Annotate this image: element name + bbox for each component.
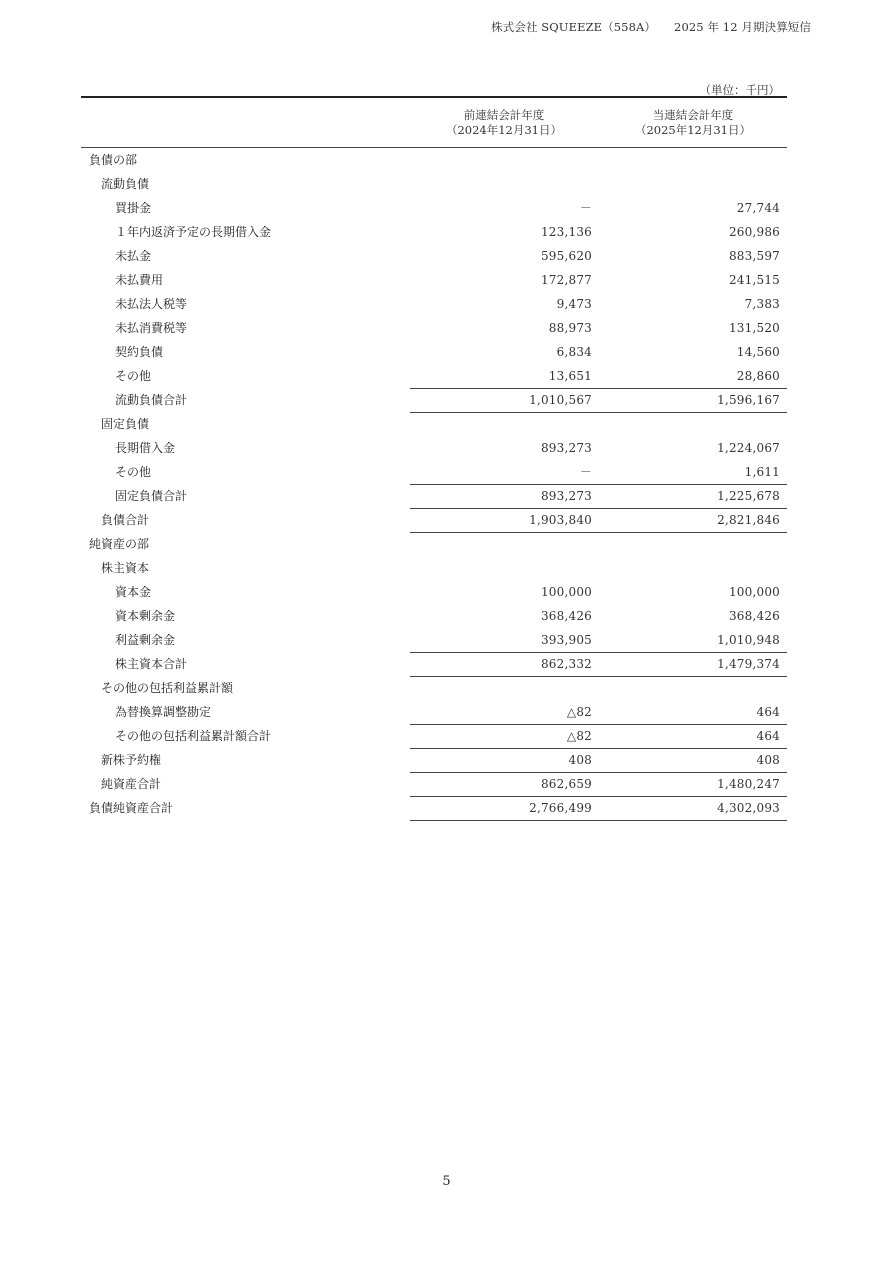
table-row (81, 556, 787, 580)
value-curr-year: 2,821,846 (717, 513, 780, 527)
table-row-total (81, 484, 787, 508)
total-rule-top (410, 652, 787, 653)
column-header-prev (410, 108, 598, 138)
row-label: 為替換算調整勘定 (115, 705, 212, 719)
table-row (81, 268, 787, 292)
row-label: 未払金 (115, 249, 152, 263)
row-label: 負債純資産合計 (89, 801, 174, 815)
value-prev-year: 9,473 (556, 297, 592, 311)
table-body (81, 148, 787, 820)
value-curr-year: 1,225,678 (717, 489, 780, 503)
column-title: 前連結会計年度 (463, 108, 545, 122)
row-label: 純資産の部 (89, 537, 150, 551)
column-header-curr (599, 108, 787, 138)
table-row-total (81, 748, 787, 772)
value-curr-year: 4,302,093 (717, 801, 780, 815)
table-row (81, 628, 787, 652)
column-date: （2024年12月31日） (445, 123, 563, 137)
value-prev-year: 100,000 (540, 585, 592, 599)
value-prev-year: 1,903,840 (529, 513, 592, 527)
table-row (81, 316, 787, 340)
total-rule-top (410, 748, 787, 749)
row-label: 固定負債 (101, 417, 150, 431)
value-prev-year: 6,834 (556, 345, 592, 359)
table-row-total (81, 796, 787, 820)
table-row (81, 148, 787, 172)
total-rule-top (410, 484, 787, 485)
value-prev-year: 393,905 (540, 633, 592, 647)
page-header (491, 19, 811, 35)
value-prev-year: 408 (568, 753, 592, 767)
column-title: 当連結会計年度 (652, 108, 734, 122)
table-row (81, 220, 787, 244)
value-prev-year: △82 (566, 705, 592, 719)
value-prev-year: 595,620 (540, 249, 592, 263)
value-curr-year: 1,480,247 (717, 777, 780, 791)
value-curr-year: 368,426 (728, 609, 780, 623)
total-rule-top (410, 772, 787, 773)
row-label: 資本金 (115, 585, 152, 599)
value-prev-year: 368,426 (540, 609, 592, 623)
value-prev-year: － (579, 465, 592, 479)
value-prev-year: 88,973 (548, 321, 592, 335)
value-curr-year: 1,611 (744, 465, 780, 479)
row-label: 契約負債 (115, 345, 164, 359)
row-label: 未払消費税等 (115, 321, 188, 335)
row-label: 未払費用 (115, 273, 164, 287)
table-header (81, 98, 787, 148)
table-row (81, 244, 787, 268)
value-prev-year: － (579, 201, 592, 215)
row-label: 固定負債合計 (115, 489, 188, 503)
table-row-total (81, 724, 787, 748)
row-label: 負債合計 (101, 513, 150, 527)
table-row (81, 700, 787, 724)
row-label: 資本剰余金 (115, 609, 176, 623)
total-rule-top (410, 796, 787, 797)
table-row-total (81, 772, 787, 796)
value-curr-year: 131,520 (728, 321, 780, 335)
value-curr-year: 1,224,067 (717, 441, 780, 455)
value-prev-year: △82 (566, 729, 592, 743)
table-row (81, 580, 787, 604)
value-prev-year: 862,659 (540, 777, 592, 791)
row-label: その他の包括利益累計額 (101, 681, 234, 695)
total-rule-bottom (410, 820, 787, 821)
table-row (81, 196, 787, 220)
value-prev-year: 893,273 (540, 441, 592, 455)
row-label: 流動負債 (101, 177, 150, 191)
table-row (81, 532, 787, 556)
table-row (81, 436, 787, 460)
row-label: 未払法人税等 (115, 297, 188, 311)
row-label: その他 (115, 369, 152, 383)
value-curr-year: 27,744 (736, 201, 780, 215)
row-label: その他 (115, 465, 152, 479)
total-rule-top (410, 508, 787, 509)
page-number: 5 (442, 1174, 451, 1189)
value-curr-year: 408 (756, 753, 780, 767)
table-row (81, 172, 787, 196)
value-curr-year: 100,000 (728, 585, 780, 599)
row-label: 流動負債合計 (115, 393, 188, 407)
table-row (81, 460, 787, 484)
value-curr-year: 1,596,167 (717, 393, 780, 407)
row-label: その他の包括利益累計額合計 (115, 729, 272, 743)
value-curr-year: 241,515 (728, 273, 780, 287)
value-curr-year: 1,479,374 (717, 657, 780, 671)
company-name: 株式会社 SQUEEZE（558A） (491, 20, 657, 34)
table-row (81, 676, 787, 700)
table-row (81, 340, 787, 364)
row-label: 純資産合計 (101, 777, 162, 791)
table-row (81, 364, 787, 388)
row-label: 長期借入金 (115, 441, 176, 455)
balance-sheet-table (81, 96, 787, 820)
value-curr-year: 14,560 (736, 345, 780, 359)
total-rule-top (410, 724, 787, 725)
value-curr-year: 1,010,948 (717, 633, 780, 647)
value-prev-year: 1,010,567 (529, 393, 592, 407)
value-prev-year: 862,332 (540, 657, 592, 671)
value-curr-year: 28,860 (736, 369, 780, 383)
row-label: 株主資本 (101, 561, 150, 575)
value-prev-year: 893,273 (540, 489, 592, 503)
table-row (81, 412, 787, 436)
table-row-total (81, 652, 787, 676)
total-rule-top (410, 388, 787, 389)
value-curr-year: 883,597 (728, 249, 780, 263)
value-curr-year: 464 (756, 705, 780, 719)
row-label: 株主資本合計 (115, 657, 188, 671)
column-date: （2025年12月31日） (634, 123, 752, 137)
table-row-total (81, 388, 787, 412)
row-label: 負債の部 (89, 153, 138, 167)
unit-label: （単位：千円） (699, 83, 780, 97)
table-row-total (81, 508, 787, 532)
value-prev-year: 123,136 (540, 225, 592, 239)
value-curr-year: 260,986 (728, 225, 780, 239)
row-label: １年内返済予定の長期借入金 (115, 225, 272, 239)
row-label: 利益剰余金 (115, 633, 176, 647)
table-row (81, 604, 787, 628)
value-prev-year: 13,651 (548, 369, 592, 383)
value-curr-year: 464 (756, 729, 780, 743)
value-prev-year: 172,877 (540, 273, 592, 287)
value-prev-year: 2,766,499 (529, 801, 592, 815)
row-label: 新株予約権 (101, 753, 162, 767)
row-label: 買掛金 (115, 201, 152, 215)
table-row (81, 292, 787, 316)
value-curr-year: 7,383 (744, 297, 780, 311)
report-title: 2025 年 12 月期決算短信 (674, 20, 811, 34)
